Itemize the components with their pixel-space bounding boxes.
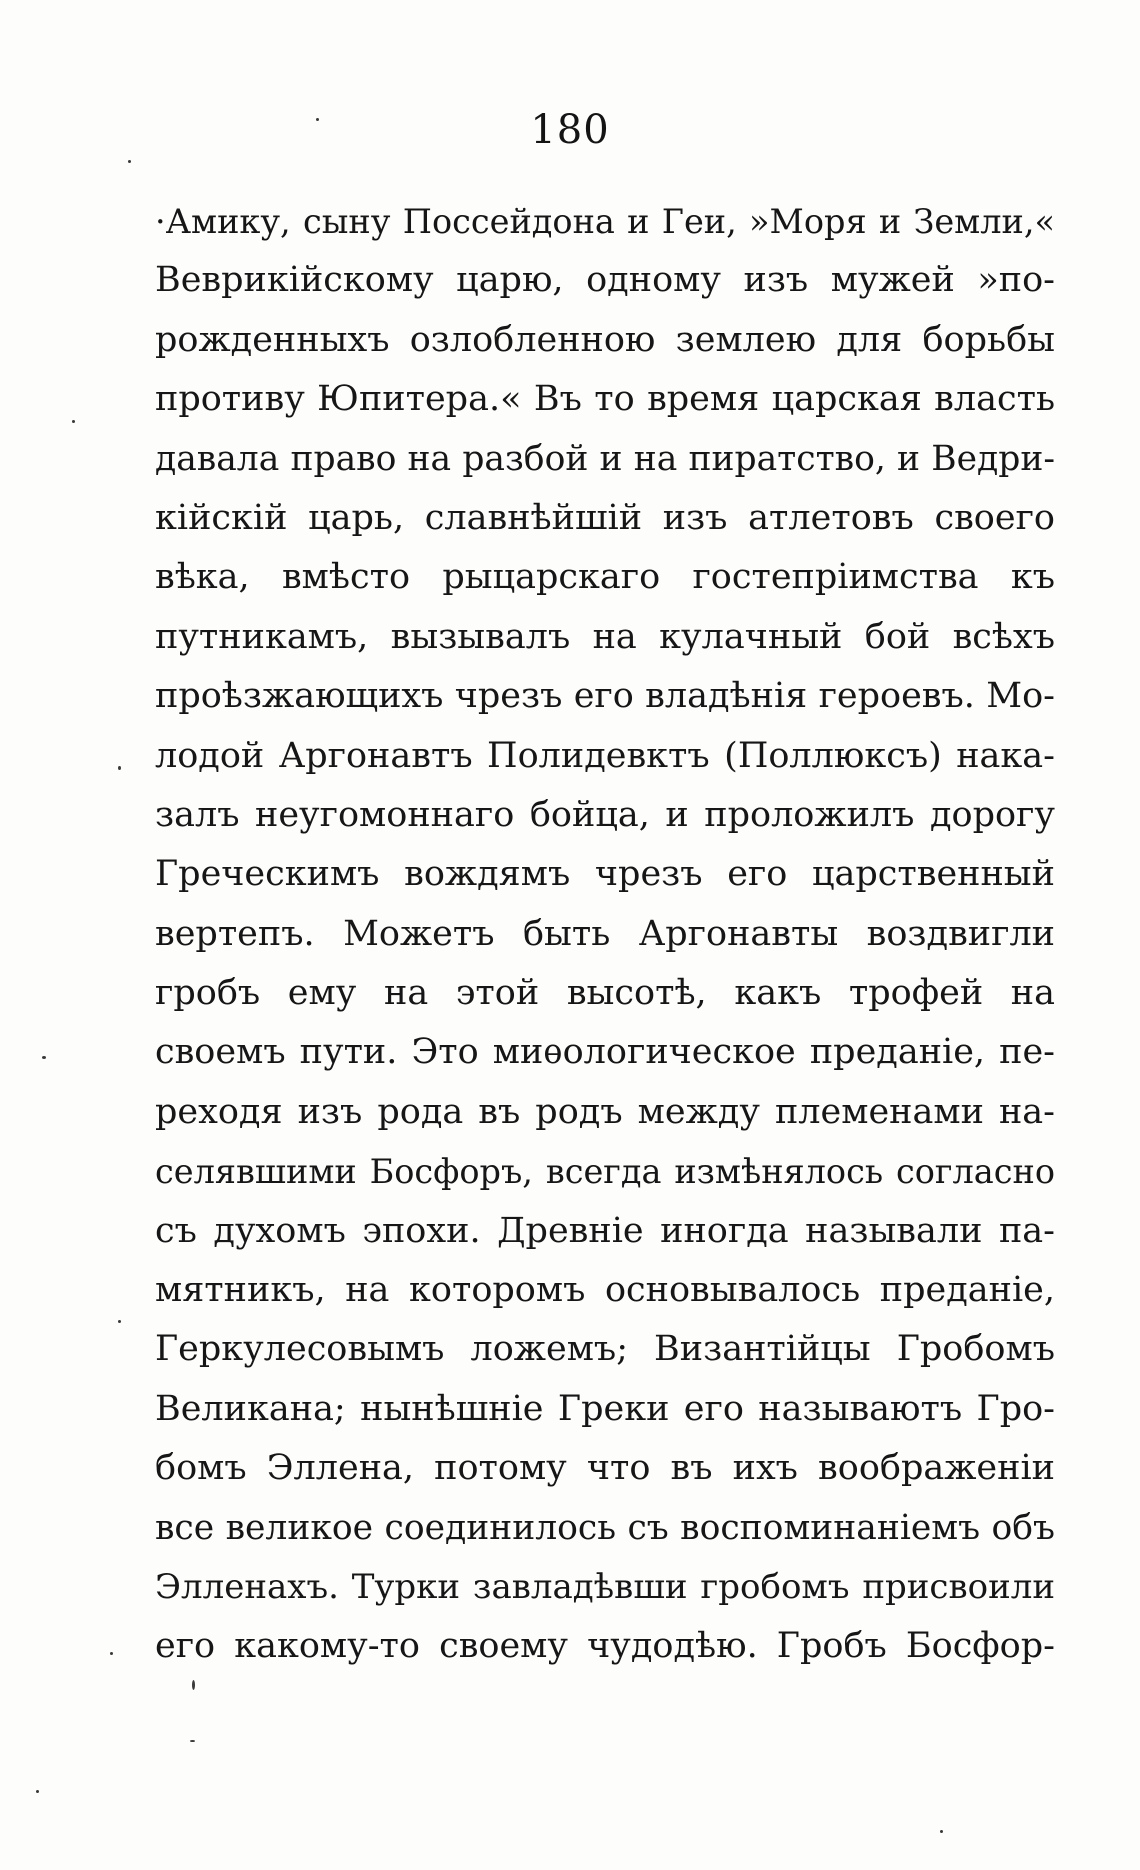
text-line: все великое соединилось съ воспоминаніемъ объ xyxy=(155,1507,1055,1548)
text-line: реходя изъ рода въ родъ между племенами на- xyxy=(155,1091,1055,1132)
text-line: Греческимъ вождямъ чрезъ его царственный xyxy=(155,854,1055,895)
text-line: Веврикійскому царю, одному изъ мужей »по- xyxy=(155,260,1055,301)
text-line: своемъ пути. Это миѳологическое преданіе, пе- xyxy=(155,1032,1055,1073)
print-speck xyxy=(940,1830,943,1833)
text-line: противу Юпитера.« Въ то время царская власть xyxy=(155,379,1055,420)
text-line: кійскій царь, славнѣйшій изъ атлетовъ своего xyxy=(155,497,1055,538)
text-line: Великана; нынѣшніе Греки его называютъ Гро- xyxy=(155,1388,1055,1429)
print-speck xyxy=(42,1056,46,1059)
print-speck xyxy=(118,766,121,770)
print-speck xyxy=(316,118,319,121)
text-line: Элленахъ. Турки завладѣвши гробомъ присвоили xyxy=(155,1566,1055,1607)
print-speck xyxy=(118,1320,121,1323)
text-line: залъ неугомоннаго бойца, и проложилъ дорогу xyxy=(155,794,1055,835)
text-line: лодой Аргонавтъ Полидевктъ (Поллюксъ) нака- xyxy=(155,735,1055,776)
print-speck xyxy=(110,1652,113,1655)
text-line: рожденныхъ озлобленною землею для борьбы xyxy=(155,319,1055,360)
print-speck xyxy=(72,420,75,423)
text-line: его какому-то своему чудодѣю. Гробъ Босфор- xyxy=(155,1626,1055,1667)
page-number: 180 xyxy=(530,107,610,153)
text-line: путникамъ, вызывалъ на кулачный бой всѣхъ xyxy=(155,616,1055,657)
text-line: мятникъ, на которомъ основывалось преданіе, xyxy=(155,1270,1055,1311)
text-line: гробъ ему на этой высотѣ, какъ трофей на xyxy=(155,973,1055,1014)
print-speck xyxy=(190,1740,195,1742)
text-line: проѣзжающихъ чрезъ его владѣнія героевъ. Мо- xyxy=(155,676,1055,717)
text-line: Геркулесовымъ ложемъ; Византійцы Гробомъ xyxy=(155,1329,1055,1370)
text-line: съ духомъ эпохи. Древніе иногда называли па- xyxy=(155,1210,1055,1251)
print-speck xyxy=(36,1790,39,1793)
text-line: ·Амику, сыну Поссейдона и Геи, »Моря и Земли,« xyxy=(155,202,1055,241)
print-speck xyxy=(192,1680,195,1690)
text-line: бомъ Эллена, потому что въ ихъ воображеніи xyxy=(155,1448,1055,1489)
body-text xyxy=(155,192,1055,1677)
text-line: вѣка, вмѣсто рыцарскаго гостепріимства къ xyxy=(155,557,1055,598)
text-line: вертепъ. Можетъ быть Аргонавты воздвигли xyxy=(155,913,1055,954)
text-line: давала право на разбой и на пиратство, и Ведри- xyxy=(155,438,1055,479)
print-speck xyxy=(128,160,131,163)
text-line: селявшими Босфоръ, всегда измѣнялось согласно xyxy=(155,1152,1055,1192)
